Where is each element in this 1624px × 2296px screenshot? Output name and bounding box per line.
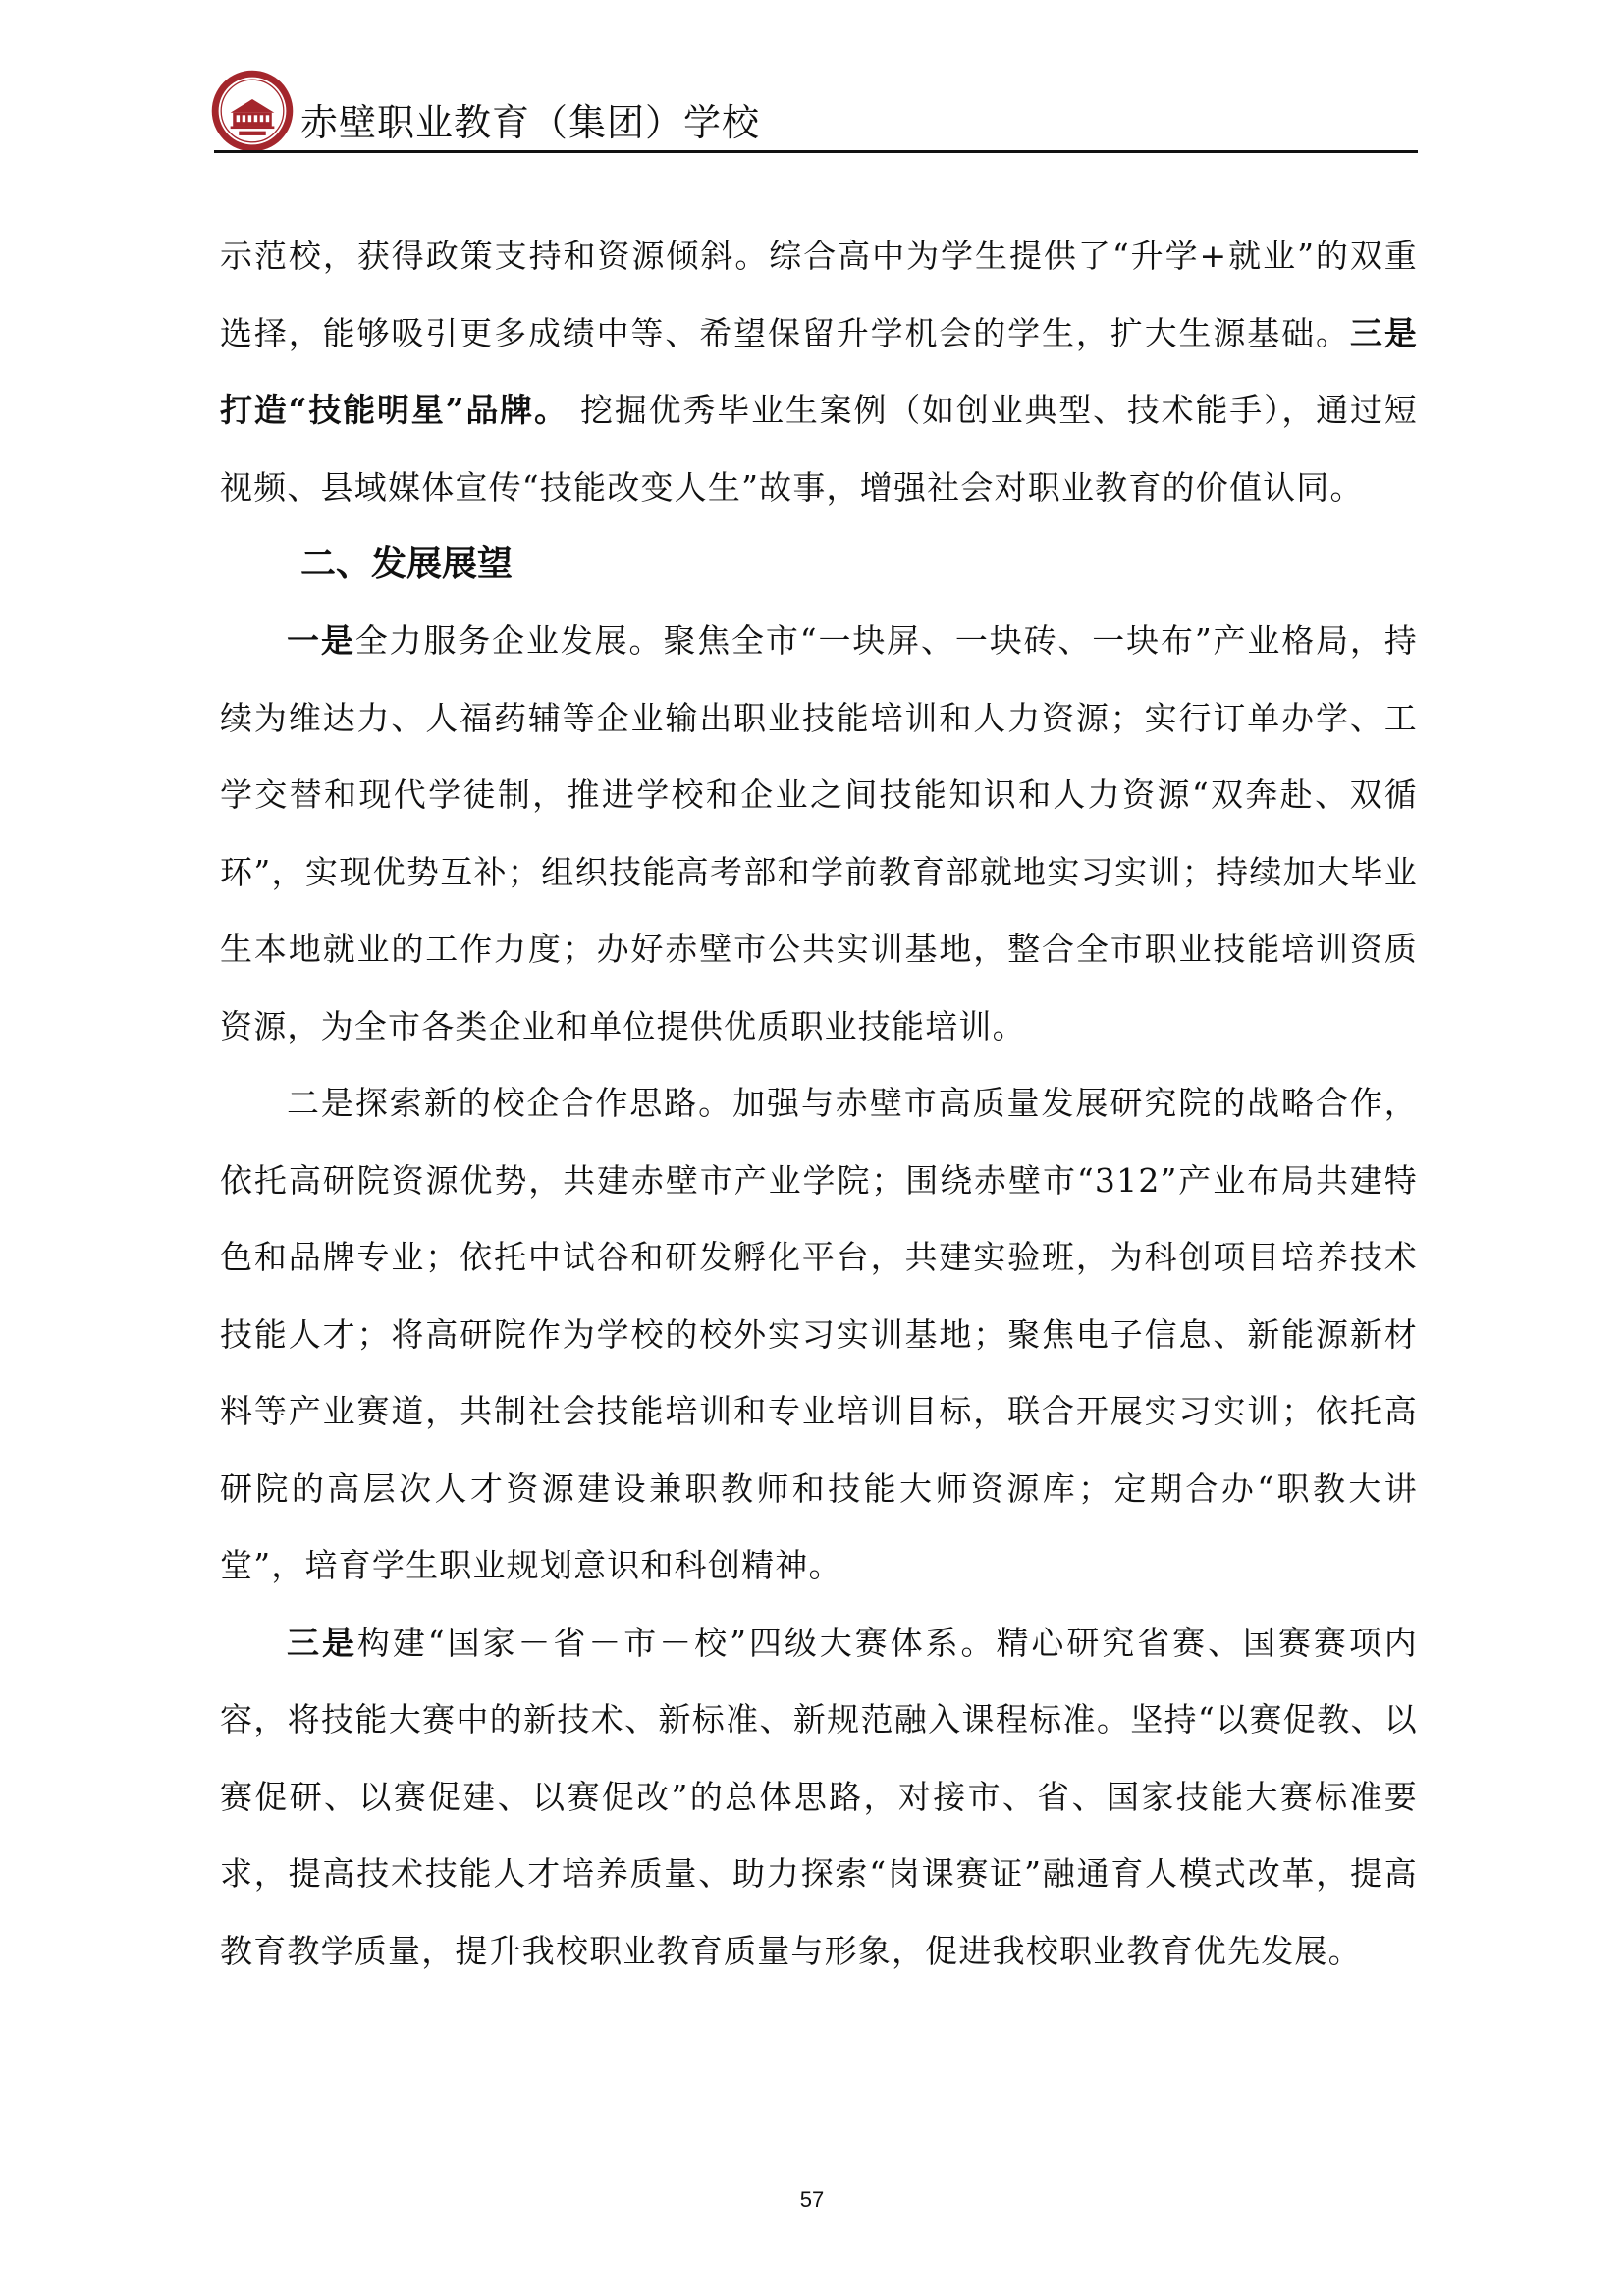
paragraph-1 — [220, 603, 1418, 1065]
paragraph-text: 全力服务企业发展。聚焦全市“一块屏、一块砖、一块布”产业格局，持续为维达力、人福药辅等企业输出职业技能培训和人力资源；实行订单办学、工学交替和现代学徒制，推进学校和企业之间技能知识和人力资源“双奔赴、双循环”，实现优势互补；组织技能高考部和学前教育部就地实习实训；持续加大毕业生本地就业的工作力度；办好赤壁市公共实训基地，整合全市职业技能培训资质资源，为全市各类企业和单位提供优质职业技能培训。 — [220, 621, 1418, 1045]
paragraph-3 — [220, 1605, 1418, 1991]
page-number: 57 — [799, 2187, 825, 2212]
header-divider — [214, 150, 1418, 153]
paragraph-2: 二是探索新的校企合作思路。加强与赤壁市高质量发展研究院的战略合作，依托高研院资源优势，共建赤壁市产业学院；围绕赤壁市“312”产业布局共建特色和品牌专业；依托中试谷和研发孵化平台，共建实验班，为科创项目培养技术技能人才；将高研院作为学校的校外实习实训基地；聚焦电子信息、新能源新材料等产业赛道，共制社会技能培训和专业培训目标，联合开展实习实训；依托高研院的高层次人才资源建设兼职教师和技能大师资源库；定期合办“职教大讲堂”，培育学生职业规划意识和科创精神。 — [220, 1084, 1418, 1584]
section-heading: 二、发展展望 — [300, 544, 514, 584]
school-name: 赤壁职业教育（集团）学校 — [300, 101, 761, 144]
paragraph-continued — [220, 218, 1418, 526]
paragraph-text: 示范校，获得政策支持和资源倾斜。综合高中为学生提供了“升学+就业”的双重选择，能够吸引更多成绩中等、希望保留升学机会的学生，扩大生源基础。 — [220, 237, 1418, 352]
school-emblem-icon — [210, 69, 295, 153]
page-header — [210, 61, 1418, 157]
bold-lead: 三是 — [287, 1623, 357, 1662]
paragraph-text: 构建“国家－省－市－校”四级大赛体系。精心研究省赛、国赛赛项内容，将技能大赛中的新技术、新标准、新规范融入课程标准。坚持“以赛促教、以赛促研、以赛促建、以赛促改”的总体思路，对接市、省、国家技能大赛标准要求，提高技术技能人才培养质量、助力探索“岗课赛证”融通育人模式改革，提高教育教学质量，提升我校职业教育质量与形象，促进我校职业教育优先发展。 — [220, 1623, 1418, 1970]
bold-lead: 一是 — [287, 621, 355, 660]
paragraph-text: 挖掘优秀毕业生案例（如创业典型、技术能手），通过短视频、县域媒体宣传“技能改变人生”故事，增强社会对职业教育的价值认同。 — [220, 391, 1418, 507]
main-content — [220, 218, 1418, 1990]
bold-lead: 三是打造“技能明星”品牌。 — [220, 313, 1418, 429]
